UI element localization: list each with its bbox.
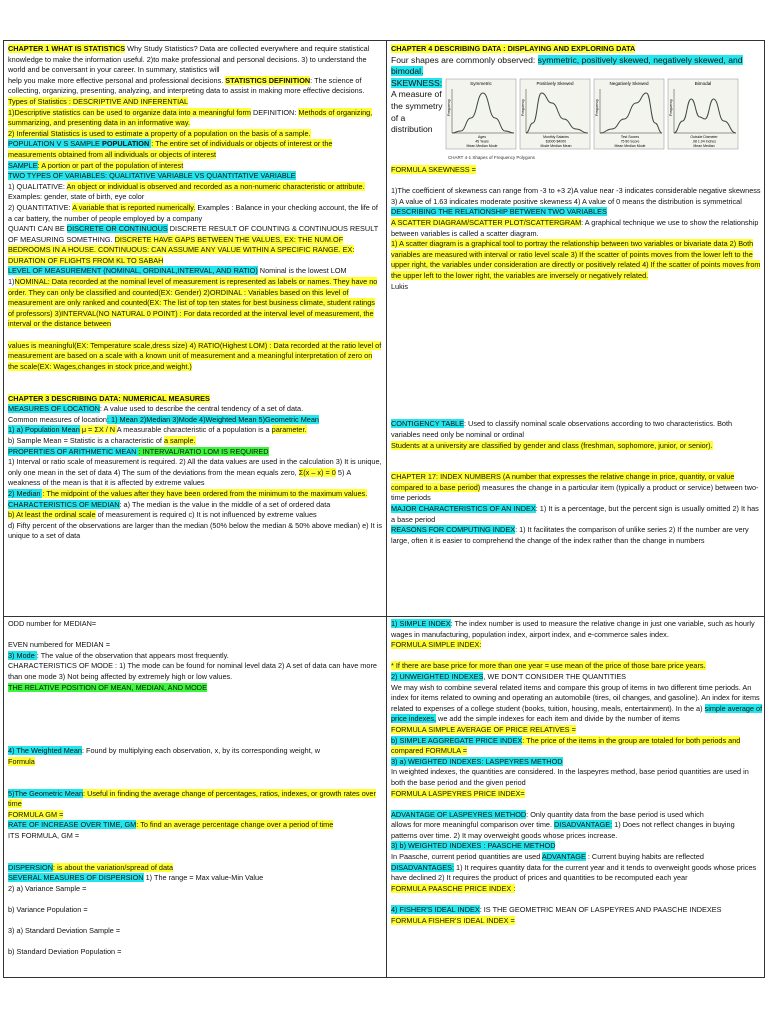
text-run: 2) Median — [8, 488, 43, 498]
paragraph — [8, 789, 382, 810]
text-run: distribution — [391, 124, 433, 135]
paragraph — [8, 863, 382, 874]
text-run: In Paasche, current period quantities are used — [391, 852, 542, 862]
paragraph — [391, 736, 763, 757]
text-run: FORMULA SIMPLE AVERAGE OF PRICE RELATIVES = — [391, 724, 576, 734]
text-run: symmetric, positively skewed, negatively skewed, and bimodal. — [391, 54, 743, 77]
paragraph — [8, 947, 382, 958]
text-run: Types of Statistics : DESCRIPTIVE AND INFERENTIAL — [8, 96, 189, 106]
panel-axis-label: Mean Median — [693, 143, 715, 148]
text-run: 3) a) Standard Deviation Sample = — [8, 926, 121, 936]
text-run: : Useful in finding the average change of percentages, ratios, indexes, or growth rates over time — [8, 788, 376, 809]
text-run: 1) It requires quantity data for the current year and it tends to overweight goods whose prices have declined 2) It requires the product of prices and quantities to be recomputed each year — [391, 862, 757, 883]
text-run: : a) The median is the value in the middle of a set of ordered data — [119, 499, 331, 509]
paragraph — [8, 810, 382, 821]
text-run: measures the change in a particular item (typically a product or service) between two-time periods — [391, 482, 759, 503]
text-run: Formula — [8, 756, 35, 766]
panel-axis-label: Outside Diameter — [690, 135, 718, 139]
text-run: : The midpoint of the values after they have been ordered from the minimum to the maximum values. — [42, 488, 368, 498]
text-run: the symmetry — [391, 100, 443, 111]
paragraph — [8, 640, 382, 651]
text-run: : Found by multiplying each observation, x, by its corresponding weight, w — [81, 746, 321, 756]
text-run: 1) A scatter diagram is a graphical tool to portray the relationship between two variables or bivariate data 2) Both variables are measured with interval or ratio level scale 3) If the scatter of points moves from the lower left to the upper right, the variables under consideration are directly or positively related 4) If the scatter of points moves from the upper left to the lower right, the variables are inversely or negatively related. — [391, 239, 761, 280]
text-run: Common measures of location — [8, 414, 107, 424]
text-run: : The value of the observation that appears most frequently. — [36, 650, 229, 660]
text-run: PROPERTIES OF ARITHMETIC MEAN — [8, 446, 139, 456]
axis-label: Frequency — [669, 99, 673, 116]
text-run: 3) Mode — [8, 650, 37, 660]
text-run: 2) a) Variance Sample = — [8, 883, 87, 893]
paragraph — [8, 905, 382, 916]
paragraph — [8, 926, 382, 937]
text-run: A measurable characteristic of a population is a — [116, 425, 272, 435]
text-run: MEASURES OF LOCATION — [8, 404, 100, 414]
paragraph — [391, 441, 763, 452]
text-run: FORMULA PAASCHE PRICE INDEX : — [391, 883, 516, 893]
panel-axis-label: Monthly Salaries — [543, 135, 569, 139]
text-run: * If there are base price for more than one year = use mean of the price of those bare price years. — [391, 661, 706, 671]
text-run: ADVANTAGE — [541, 852, 586, 862]
text-run: : The entire set of individuals or objects of interest or the measurements obtained from all individuals or objects of interest — [8, 139, 333, 159]
paragraph — [391, 472, 763, 504]
paragraph — [391, 683, 763, 725]
text-run: a sample. — [163, 435, 196, 445]
paragraph — [391, 619, 763, 640]
cell-measures-dispersion — [8, 619, 382, 977]
text-run: DISCRETE HAVE GAPS BETWEEN THE VALUES, EX: THE NUM.OF BEDROOMS IN A HOUSE. CONTINUOUS: CAN ASSUME ANY VALUE WITHIN A SPECIFIC RANGE. EX: DURATION OF FLIGHTS FROM KL TO SABAH — [8, 234, 355, 265]
text-run: DEFINITION: — [250, 107, 299, 117]
shape-panel — [594, 79, 664, 149]
panel-axis-label: 45 Years — [475, 139, 489, 144]
axis-label: Frequency — [447, 99, 451, 116]
text-run: 2) UNWEIGHTED INDEXES — [391, 671, 484, 681]
text-run: FORMULA GM = — [8, 809, 64, 819]
paragraph — [391, 165, 763, 176]
panel-axis-label: Mode Median Mean — [540, 143, 572, 148]
text-run: Examples: gender, state of birth, eye color — [8, 192, 145, 202]
text-run: Methods of organizing, summarizing, and presenting data in an informative way. — [8, 107, 373, 128]
shape-panel — [520, 79, 590, 149]
text-run: 1) a) Population Mean — [8, 425, 80, 435]
text-run: simple average of price indexes, — [391, 703, 763, 724]
panel-axis-label: $3000 $4000 — [545, 139, 567, 144]
paragraph — [391, 525, 763, 546]
paragraph — [391, 44, 763, 55]
paragraph — [391, 852, 763, 884]
text-run: Why Study Statistics? Data are collected everywhere and require statistical knowledge to make the information useful. 2)to make professional and personal decisions. 3) to understand the world and be conversant in your career. In summary, statistics will — [8, 44, 370, 75]
text-run: We may wish to combine several related items and compare this group of items in two different time periods. An index for items related to owning and operating an automobile (tires, oil changes, and gasoline). An index for items related to expenses of a college student (books, tuition, housing, meals, entertainment). In the a) — [391, 682, 760, 713]
figure-caption: CHART 4-1 Shapes of Frequency Polygons — [448, 155, 535, 160]
text-run: b) Sample Mean = Statistic is a characteristic of — [8, 435, 164, 445]
panel-axis-label: Mean Median Mode — [614, 143, 646, 148]
text-run: Nominal is the lowest LOM 1) — [8, 266, 347, 287]
axis-label: Frequency — [521, 99, 525, 116]
paragraph — [391, 841, 763, 852]
paragraph — [8, 203, 382, 224]
text-run: SKEWNESS: — [391, 77, 443, 88]
shape-panel — [446, 79, 516, 149]
text-run: CHAPTER 4 DESCRIBING DATA : DISPLAYING AND EXPLORING DATA — [391, 44, 636, 53]
text-run: 1) The range = Max value-Min Value — [143, 873, 264, 883]
text-run: : To find an average percentage change over a period of time — [136, 820, 334, 830]
paragraph — [391, 820, 763, 841]
text-run: STATISTICS DEFINITION — [225, 75, 311, 85]
text-run: allows for more meaningful comparison over time. — [391, 820, 555, 830]
text-run: REASONS FOR COMPUTING INDEX — [391, 525, 516, 535]
text-run: CHAPTER 1 WHAT IS STATISTICS — [8, 44, 126, 53]
text-run: DISPERSION — [8, 862, 54, 872]
paragraph — [8, 500, 382, 511]
paragraph — [391, 757, 763, 768]
paragraph — [8, 108, 382, 129]
paragraph — [8, 831, 382, 842]
text-run: 3) b) WEIGHTED INDEXES : PAASCHE METHOD — [391, 841, 556, 851]
text-run: : A value used to describe the central tendency of a set of data. — [99, 404, 304, 414]
paragraph — [8, 661, 382, 682]
paragraph — [8, 415, 382, 426]
paragraph — [8, 873, 382, 884]
paragraph — [391, 884, 763, 895]
paragraph — [8, 521, 382, 542]
paragraph — [8, 341, 382, 373]
text-run: DISCRETE OR CONTINUOUS — [66, 224, 168, 234]
paragraph — [391, 672, 763, 683]
paragraph — [8, 425, 382, 436]
text-run: Examples : Balance in your checking account, the life of a car battery, the number of people employed by a company — [8, 202, 378, 223]
paragraph — [391, 239, 763, 281]
text-run: help you make more effective personal and professional decisions. — [8, 75, 226, 85]
paragraph — [8, 651, 382, 662]
text-run: : Current buying habits are reflected — [585, 852, 704, 862]
text-run: 1) Does not reflect changes in buying patterns over time. 2) It may overweight goods whose prices increase. — [391, 820, 735, 840]
text-run: CHAPTER 3 DESCRIBING DATA: NUMERICAL MEASURES — [8, 393, 210, 403]
paragraph — [8, 404, 382, 415]
panel-title: Negatively Skewed — [609, 81, 649, 86]
text-run: CHARACTERISTICS OF MEDIAN — [8, 499, 120, 509]
panel-axis-label: Ages — [478, 135, 486, 139]
text-run: SAMPLE — [8, 160, 38, 170]
paragraph — [8, 139, 382, 160]
text-run: POPULATION — [99, 139, 152, 149]
text-run: A variable that is reported numerically. — [72, 202, 196, 212]
text-run: : 1) It is a percentage, but the percent sign is usually omitted 2) It has a base period — [391, 504, 759, 524]
panel-title: Positively Skewed — [536, 81, 574, 86]
paragraph — [391, 640, 763, 651]
skewness-shapes-chart — [444, 71, 740, 161]
text-run: 1)The coefficient of skewness can range from -3 to +3 2)A value near -3 indicates considerable negative skewness 3) A value of 1.63 indicates moderate positive skewness 4) A value of 0 means the distribution is symmetrical — [391, 186, 761, 206]
text-run: μ = ΣX / N — [79, 425, 117, 435]
text-run: POPULATION V S SAMPLE — [8, 139, 100, 149]
paragraph — [8, 820, 382, 831]
text-run: b) At least the ordinal scale — [8, 510, 96, 520]
text-run: SEVERAL MEASURES OF DISPERSION — [8, 873, 144, 883]
text-run: : is about the variation/spread of data — [53, 862, 174, 872]
text-run: DISCRETE RESULT OF COUNTING & CONTINUOUS RESULT OF MEASURING SOMETHING. — [8, 224, 379, 244]
text-run: Four shapes are commonly observed: — [391, 54, 538, 65]
paragraph — [8, 76, 382, 108]
paragraph — [8, 746, 382, 757]
text-run: b) SIMPLE AGGREGATE PRICE INDEX — [391, 735, 523, 745]
text-run: : Only quantity data from the base period is used which — [526, 809, 704, 819]
text-run: b) Standard Deviation Population = — [8, 947, 122, 957]
column-divider — [386, 41, 387, 977]
text-run: Σ(x – x) = 0 — [298, 467, 336, 477]
panel-title: Symmetric — [470, 81, 492, 86]
paragraph — [8, 266, 382, 330]
text-run: 4) FISHER'S IDEAL INDEX — [391, 905, 480, 915]
text-run: ADVANTAGE OF LASPEYRES METHOD — [391, 809, 527, 819]
text-run: Students at a university are classified by gender and class (freshman, sophomore, junior, or senior). — [391, 440, 713, 450]
paragraph — [391, 207, 763, 218]
text-run: QUANTI CAN BE — [8, 224, 67, 234]
panel-axis-label: Mean Median Mode — [466, 143, 498, 148]
study-sheet — [3, 40, 765, 978]
text-run: TWO TYPES OF VARIABLES: QUALITATIVE VARIABLE VS QUANTITATIVE VARIABLE — [8, 171, 296, 181]
cell-chapter-4-17 — [391, 165, 763, 614]
shape-panel — [668, 79, 738, 149]
text-run: A number that expresses the relative change in price, quantity, or value compared to a base period) — [391, 472, 735, 492]
paragraph — [391, 725, 763, 736]
paragraph — [8, 182, 382, 203]
text-run: An object or individual is observed and recorded as a non-numeric characteristic or attribute. — [66, 181, 365, 191]
paragraph — [391, 916, 763, 927]
text-run: 2) QUANTITATIVE: — [8, 202, 73, 212]
paragraph — [8, 457, 382, 489]
paragraph — [8, 129, 382, 140]
text-run: : A portion or part of the population of interest — [37, 160, 184, 170]
text-run: A SCATTER DIAGRAM/SCATTER PLOT/SCATTERGRAM — [391, 217, 582, 227]
axis-label: Frequency — [595, 99, 599, 116]
text-run: : 1) Mean 2)Median 3)Mode 4)Weighted Mean 5)Geometric Mean — [106, 414, 319, 424]
paragraph — [8, 394, 382, 405]
paragraph — [391, 789, 763, 800]
text-run: ODD number for MEDIAN= — [8, 619, 97, 628]
text-run: CHARACTERISTICS OF MODE : 1) The mode can be found for nominal level data 2) A set of data can have more than one mode 3) Not being affected by extremely high or low values. — [8, 661, 377, 681]
text-run: FORMULA LASPEYRES PRICE INDEX= — [391, 788, 525, 798]
text-run: NOMINAL: Data recorded at the nominal level of measurement is represented as labels or names. They have no order. They can only be classified and counted(EX: Gender) 2)ORDINAL : Variables based on this level of measurement are only ranked and counted(EX: The list of top ten states for best business climate, student ratings of professors) 3)INTERVAL(NO NATURAL 0 POINT) : For data recorded at the interval level of measurement, the interval or the distance between — [8, 277, 378, 329]
text-run: 4) The Weighted Mean — [8, 746, 82, 756]
text-run: THE RELATIVE POSITION OF MEAN, MEDIAN, AND MODE — [8, 682, 207, 692]
text-run: of measurement is required c) It is not influenced by extreme values — [95, 510, 317, 520]
text-run: FORMULA SKEWNESS = — [391, 165, 476, 174]
text-run: EVEN numbered for MEDIAN = — [8, 640, 110, 650]
text-run: 1) Interval or ratio scale of measurement is required. 2) All the data values are used in the calculation 3) It is unique, only one mean in the set of data 4) The sum of the deviations from the mean equals zero, — [8, 457, 382, 477]
cell-chapter-1-3 — [8, 44, 382, 614]
paragraph — [391, 767, 763, 788]
text-run: A measure of — [391, 89, 442, 100]
text-run: LEVEL OF MEASUREMENT (NOMINAL, ORDINAL,INTERVAL, AND RATIO) — [8, 266, 258, 276]
text-run: : INTERVAL/RATIO LOM IS REQUIRED — [138, 446, 269, 456]
paragraph — [8, 884, 382, 895]
panel-axis-label: 75 80 Score — [620, 139, 640, 144]
text-run: DISADVANTAGE: — [554, 820, 613, 830]
text-run: FORMULA SIMPLE INDEX: — [391, 640, 482, 650]
text-run: ITS FORMULA, GM = — [8, 830, 80, 840]
text-run: In weighted indexes, the quantities are considered. In the laspeyres method, base period quantities are used in both the base period and the given period — [391, 767, 749, 787]
text-run: : The science of collecting, organizing, presenting, analyzing, and interpreting data to assist in making more effective decisions. — [8, 75, 365, 96]
paragraph — [8, 447, 382, 458]
text-run: 5) A weakness of the mean is that it is affected by extreme values — [8, 467, 351, 488]
paragraph — [391, 186, 763, 207]
paragraph — [8, 161, 382, 172]
text-run: 1) QUALITATIVE: — [8, 181, 67, 191]
paragraph — [8, 489, 382, 500]
text-run: : A graphical technique we use to show the relationship between variables is called a scatter diagram. — [391, 217, 759, 238]
text-run: 5)The Geometric Mean — [8, 788, 84, 798]
text-run: values is meaningful(EX: Temperature scale,dress size) 4) RATIO(Highest LOM) : Data recorded at the ratio level of measurement are based on a scale with a known unit of measurement and a meaningful interpretation of zero on the scale(EX: Wages,changes in stock price,and weight.) — [8, 340, 382, 371]
text-run: : The index number is used to measure the relative change in just one variable, such as hourly wages in manufacturing, population index, airport index, and e-commerce sales index. — [391, 619, 755, 639]
paragraph — [8, 436, 382, 447]
text-run: parameter. — [271, 425, 307, 435]
text-run: DISADVANTAGES: — [391, 862, 454, 872]
paragraph — [8, 44, 382, 76]
text-run: : IS THE GEOMETRIC MEAN OF LASPEYRES AND PAASCHE INDEXES — [479, 905, 722, 915]
paragraph — [8, 171, 382, 182]
paragraph — [391, 905, 763, 916]
text-run: : 1) It facilitates the comparison of unlike series 2) If the number are very large, often it is easier to comprehend the change of the index rather than the change in numbers — [391, 525, 749, 545]
text-run: 3) a) WEIGHTED INDEXES: LASPEYRES METHOD — [391, 756, 563, 766]
text-run: Lukis — [391, 281, 409, 291]
text-run: we add the simple indexes for each item and divide by the number of items — [436, 714, 680, 724]
paragraph — [391, 810, 763, 821]
text-run: RATE OF INCREASE OVER TIME, GM — [8, 820, 137, 830]
cell-index-numbers — [391, 619, 763, 977]
paragraph — [391, 218, 763, 239]
panel-axis-label: .98 1.04 Inches — [692, 139, 716, 144]
paragraph — [8, 683, 382, 694]
paragraph — [8, 510, 382, 521]
text-run: , WE DON'T CONSIDER THE QUANTITIES — [483, 671, 627, 681]
paragraph — [8, 224, 382, 266]
text-run: : The price of the items in the group are totaled for both periods and compared FORMULA = — [391, 735, 741, 756]
text-run: FORMULA FISHER'S IDEAL INDEX = — [391, 915, 515, 925]
paragraph — [8, 619, 382, 630]
paragraph — [8, 757, 382, 768]
text-run: d) Fifty percent of the observations are larger than the median (50% below the median & 50% above median) e) It is unique to a set of data — [8, 520, 382, 541]
paragraph — [391, 419, 763, 440]
text-run: 1) SIMPLE INDEX — [391, 619, 451, 628]
skewness-figure — [444, 71, 740, 161]
text-run: 1)Descriptive statistics can be used to organize data into a meaningful form — [8, 107, 251, 117]
text-run: MAJOR CHARACTERISTICS OF AN INDEX — [391, 504, 536, 514]
row-divider — [4, 616, 764, 617]
paragraph — [391, 504, 763, 525]
paragraph — [391, 661, 763, 672]
text-run: b) Variance Population = — [8, 905, 88, 915]
text-run: CONTIGENCY TABLE — [391, 419, 464, 429]
paragraph — [391, 282, 763, 293]
panel-axis-label: Test Scores — [620, 135, 640, 139]
panel-title: Bimodal — [694, 81, 712, 86]
text-run: CHAPTER 17: INDEX NUMBERS ( — [391, 472, 506, 482]
text-run: : Used to classify nominal scale observations according to two characteristics. Both variables need only be nominal or ordinal — [391, 419, 733, 439]
text-run: 2) Inferential Statistics is used to estimate a property of a population on the basis of a sample. — [8, 128, 311, 138]
text-run: DESCRIBING THE RELATIONSHIP BETWEEN TWO VARIABLES — [391, 207, 607, 217]
text-run: of a — [391, 112, 406, 123]
